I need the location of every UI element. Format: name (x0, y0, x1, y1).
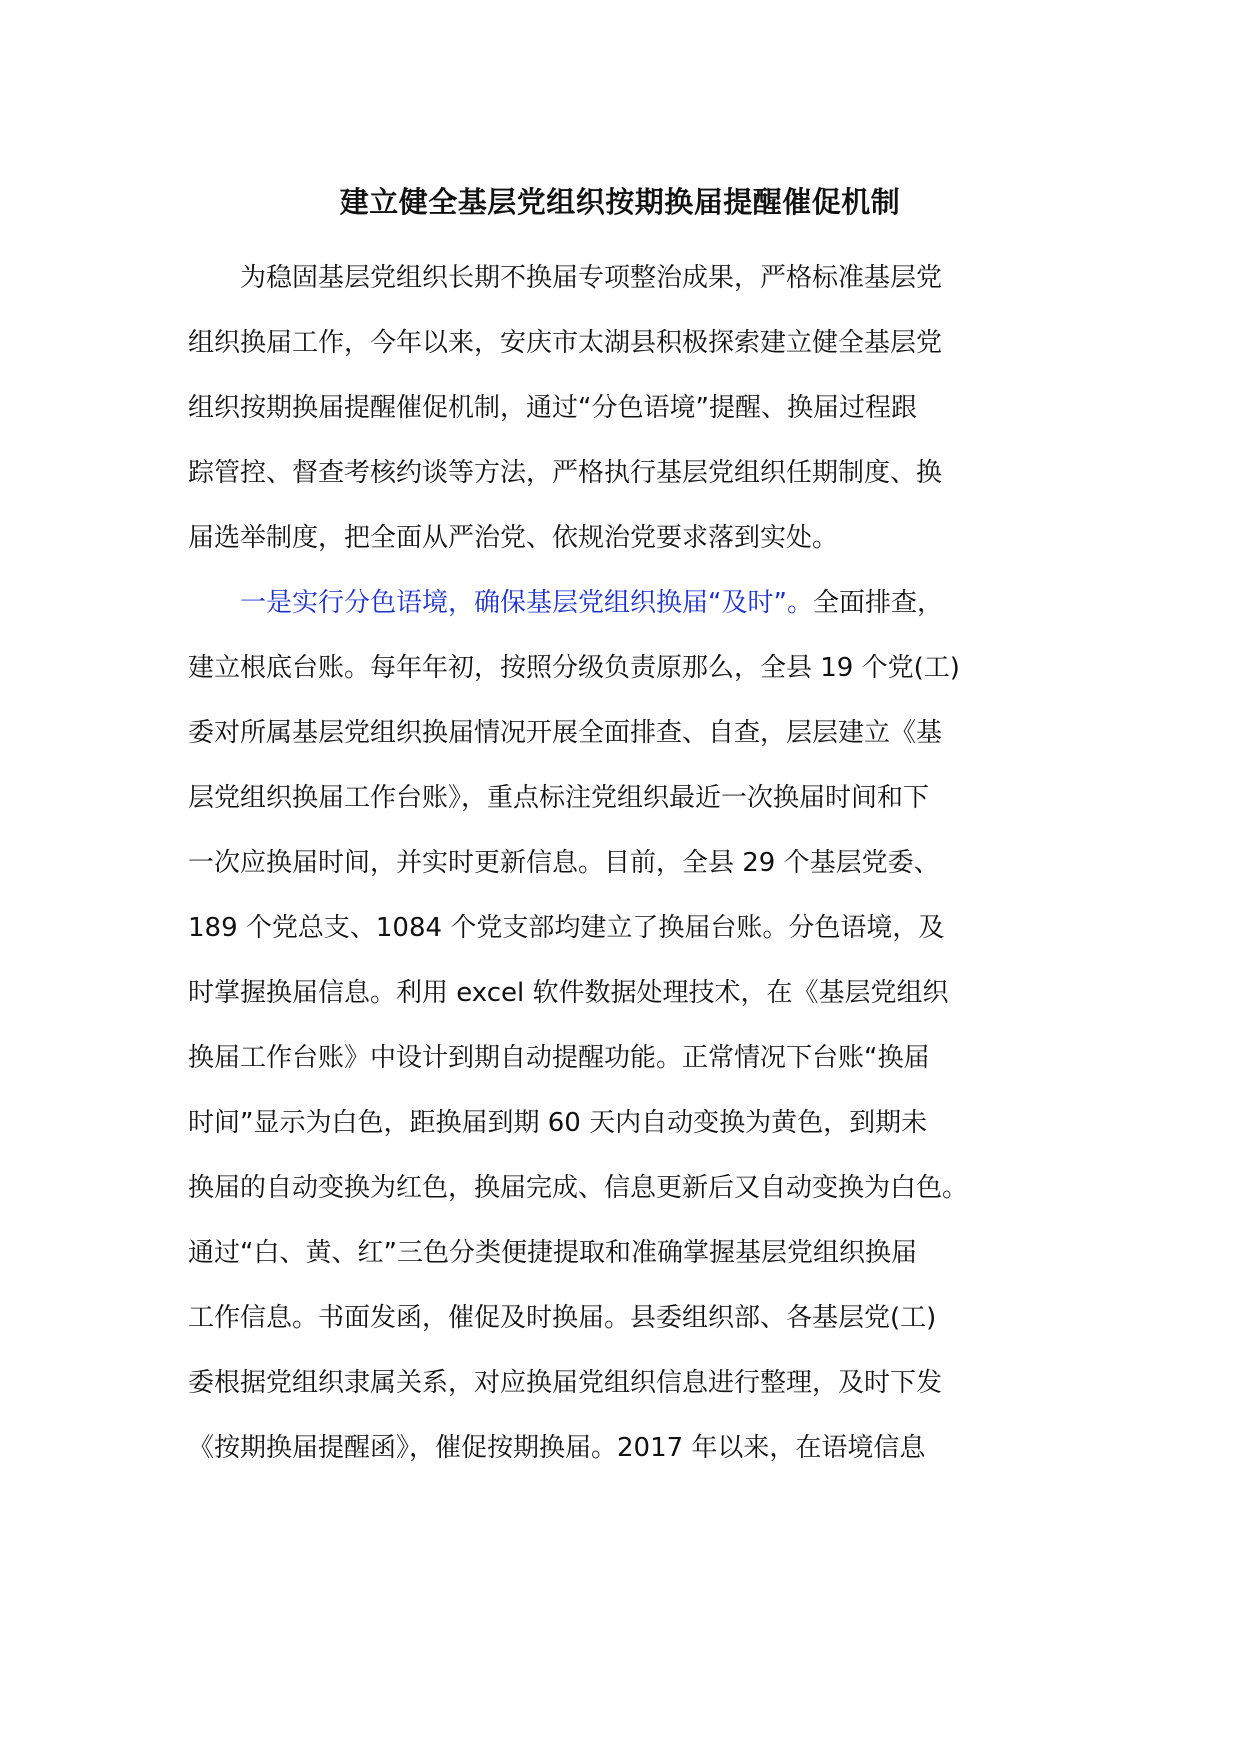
text-line: 一次应换届时间，并实时更新信息。目前，全县 29 个基层党委、 (188, 848, 940, 878)
text-line: 为稳固基层党组织长期不换届专项整治成果，严格标准基层党 (240, 263, 943, 293)
text-line: 《按期换届提醒函》，催促按期换届。2017 年以来，在语境信息 (188, 1433, 926, 1463)
text-line: 委根据党组织隶属关系，对应换届党组织信息进行整理，及时下发 (188, 1368, 943, 1398)
document-body (188, 246, 1050, 1481)
text-line: 建立根底台账。每年年初，按照分级负责原那么，全县 19 个党(工) (188, 653, 960, 683)
text-line: 届选举制度，把全面从严治党、依规治党要求落到实处。 (188, 523, 839, 553)
text-line: 换届的自动变换为红色，换届完成、信息更新后又自动变换为白色。 (188, 1173, 969, 1203)
text-line: 换届工作台账》中设计到期自动提醒功能。正常情况下台账“换届 (188, 1043, 930, 1073)
text-line: 时间”显示为白色，距换届到期 60 天内自动变换为黄色，到期未 (188, 1108, 928, 1138)
text-line: 层党组织换届工作台账》，重点标注党组织最近一次换届时间和下 (188, 783, 930, 813)
paragraph-intro (188, 246, 1050, 571)
paragraph-color-context (188, 571, 1050, 1481)
text-line: 工作信息。书面发函，催促及时换届。县委组织部、各基层党(工) (188, 1303, 937, 1333)
text-line: 组织换届工作，今年以来，安庆市太湖县积极探索建立健全基层党 (188, 328, 943, 358)
text-line: 组织按期换届提醒催促机制，通过“分色语境”提醒、换届过程跟 (188, 393, 917, 423)
text-line: 踪管控、督查考核约谈等方法，严格执行基层党组织任期制度、换 (188, 458, 943, 488)
text-line: 189 个党总支、1084 个党支部均建立了换届台账。分色语境，及 (188, 913, 945, 943)
text-fragment: 全面排查， (812, 588, 943, 618)
document-title: 建立健全基层党组织按期换届提醒催促机制 (339, 185, 901, 219)
text-line: 时掌握换届信息。利用 excel 软件数据处理技术，在《基层党组织 (188, 978, 949, 1008)
text-line: 委对所属基层党组织换届情况开展全面排查、自查，层层建立《基 (188, 718, 943, 748)
section-heading: 一是实行分色语境，确保基层党组织换届“及时”。 (240, 588, 813, 618)
text-line: 通过“白、黄、红”三色分类便捷提取和准确掌握基层党组织换届 (188, 1238, 917, 1268)
text-line (188, 571, 1050, 636)
